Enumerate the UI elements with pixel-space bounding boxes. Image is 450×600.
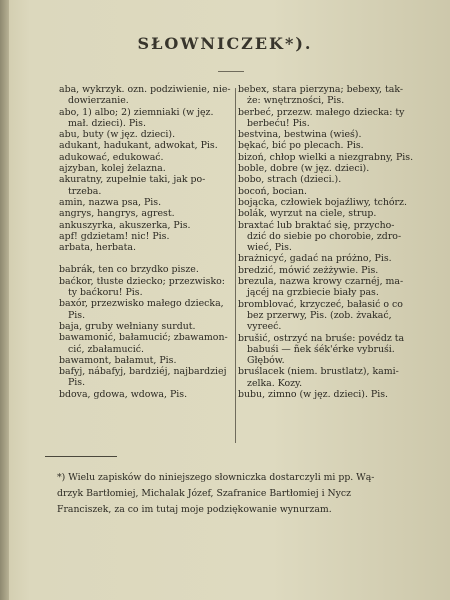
entry-line: bubu, zimno (w jęz. dzieci). Pis. <box>238 389 388 401</box>
entry-line: baxór, przezwisko małego dziecka, <box>59 298 224 310</box>
title-ornament-rule <box>218 71 244 72</box>
dictionary-entry <box>238 186 414 197</box>
footnote-line: *) Wielu zapisków do niniejszego słowniczka dostarczyli mi pp. Wą- <box>57 472 375 483</box>
footnote-rule <box>45 456 117 457</box>
entry-continuation-line: vyreeć. <box>247 321 282 333</box>
dictionary-entry <box>59 231 234 242</box>
dictionary-entry <box>59 174 234 197</box>
dictionary-entry <box>238 197 414 208</box>
entry-continuation-line: babuśi — ñek śék'érke vybruśi. <box>247 343 395 355</box>
dictionary-entry <box>59 332 234 355</box>
entry-line: bruślacek (niem. brustlatz), kami- <box>238 366 399 378</box>
dictionary-entry <box>59 298 234 321</box>
entry-continuation-line: Pis. <box>68 309 86 321</box>
dictionary-entry <box>238 129 414 140</box>
entry-line: adukować, edukować. <box>59 151 164 163</box>
entry-line: apf! gdzietam! nic! Pis. <box>59 230 170 242</box>
entry-line: ajzyban, kolej żelazna. <box>59 163 166 175</box>
dictionary-entry <box>238 265 414 276</box>
entry-line: brušić, ostrzyć na bruśe: povédz ta <box>238 332 405 344</box>
entry-line: bredzić, mówić zeżżywie. Pis. <box>238 264 379 276</box>
entry-continuation-line: mał. dzieci). Pis. <box>68 117 146 129</box>
dictionary-entry <box>59 220 234 231</box>
page-title: SŁOWNICZEK*). <box>137 34 313 53</box>
dictionary-entry <box>238 333 414 367</box>
entry-line: baćkor, tłuste dziecko; przezwisko: <box>59 275 225 287</box>
entry-line: angrys, hangrys, agrest. <box>59 208 175 220</box>
dictionary-entry <box>238 140 414 151</box>
entry-line: adukant, hadukant, adwokat, Pis. <box>59 140 218 152</box>
dictionary-entry <box>59 389 234 400</box>
entry-line: arbata, herbata. <box>59 242 136 254</box>
entry-line: boble, dobre (w jęz. dzieci). <box>238 163 370 175</box>
dictionary-entry <box>238 389 414 400</box>
dictionary-entry <box>59 321 234 332</box>
entry-line: bocoń, bocian. <box>238 185 308 197</box>
entry-continuation-line: Pis. <box>68 377 86 389</box>
entry-continuation-line: Głębów. <box>247 355 285 367</box>
dictionary-entry <box>238 84 414 107</box>
entry-line: akuratny, zupełnie taki, jak po- <box>59 174 206 186</box>
dictionary-entry <box>59 197 234 208</box>
dictionary-entry <box>238 152 414 163</box>
entry-line: bawamonić, bałamucić; zbawamon- <box>59 332 228 344</box>
entry-continuation-line: zelka. Kozy. <box>247 377 303 389</box>
entry-continuation-line: berbeću! Pis. <box>247 117 310 129</box>
book-gutter <box>0 0 9 600</box>
dictionary-entry <box>238 163 414 174</box>
entry-continuation-line: że: wnętrzności, Pis. <box>247 95 345 107</box>
dictionary-entry <box>238 253 414 264</box>
entry-continuation-line: jącéj na grzbiecie biały pas. <box>247 287 379 299</box>
entry-line: babrák, ten co brzydko pisze. <box>59 264 199 276</box>
dictionary-entry <box>59 140 234 151</box>
dictionary-entry <box>238 107 414 130</box>
entry-line: ankuszyrka, akuszerka, Pis. <box>59 219 191 231</box>
entry-continuation-line: trzeba. <box>68 185 102 197</box>
dictionary-entry <box>238 220 414 254</box>
footnote-line: Franciszek, za co im tutaj moje podziękowanie wynurzam. <box>57 504 332 515</box>
column-divider <box>235 88 236 443</box>
entry-line: bestvina, bestwina (wieś). <box>238 129 362 141</box>
entry-continuation-line: dzić do siebie po chorobie, zdro- <box>247 230 402 242</box>
entry-line: brażnicyć, gadać na próżno, Pis. <box>238 253 392 265</box>
dictionary-entry <box>59 355 234 366</box>
entry-line: abu, buty (w jęz. dzieci). <box>59 129 176 141</box>
dictionary-entry <box>238 276 414 299</box>
dictionary-entry <box>238 208 414 219</box>
entry-line: aba, wykrzyk. ozn. podziwienie, nie- <box>59 84 231 95</box>
entry-line: bolák, wyrzut na ciele, strup. <box>238 208 377 220</box>
dictionary-entry <box>59 152 234 163</box>
left-column <box>59 84 234 400</box>
entry-line: bizoń, chłop wielki a niezgrabny, Pis. <box>238 151 414 163</box>
entry-continuation-line: dowierzanie. <box>68 95 129 107</box>
dictionary-entry <box>59 107 234 130</box>
dictionary-entry <box>238 174 414 185</box>
dictionary-entry <box>59 163 234 174</box>
entry-line: bękać, bić po plecach. Pis. <box>238 140 364 152</box>
entry-line: berbeć, przezw. małego dziecka: ty <box>238 106 405 118</box>
right-column <box>238 84 414 400</box>
entry-line: baja, gruby wełniany surdut. <box>59 320 196 332</box>
dictionary-entry <box>59 366 234 389</box>
dictionary-entry <box>238 366 414 389</box>
dictionary-entry <box>59 84 234 107</box>
entry-line: bdova, gdowa, wdowa, Pis. <box>59 388 188 400</box>
entry-continuation-line: wieć, Pis. <box>247 242 292 254</box>
entry-continuation-line: ty baćkoru! Pis. <box>68 287 143 299</box>
entry-line: amin, nazwa psa, Pis. <box>59 196 162 208</box>
entry-continuation-line: bez przerwy, Pis. (zob. żvakać, <box>247 309 392 321</box>
dictionary-entry <box>59 129 234 140</box>
entry-line: bobo, strach (dzieci.). <box>238 174 342 186</box>
entry-line: braxtać lub braktać się, przycho- <box>238 219 395 231</box>
entry-line: bebex, stara pierzyna; bebexy, tak- <box>238 84 404 95</box>
entry-continuation-line: cić, zbałamucić. <box>68 343 145 355</box>
footnote <box>57 470 417 518</box>
entry-line: bafyj, nábafyj, bardziéj, najbardziej <box>59 366 227 378</box>
dictionary-entry <box>59 264 234 275</box>
dictionary-entry <box>59 208 234 219</box>
entry-line: bromblovać, krzyczeć, bałasić o co <box>238 298 403 310</box>
entry-line: abo, 1) albo; 2) ziemniaki (w jęz. <box>59 106 214 118</box>
entry-line: bawamont, bałamut, Pis. <box>59 354 177 366</box>
dictionary-entry <box>238 299 414 333</box>
dictionary-entry <box>59 242 234 253</box>
footnote-line: drzyk Bartłomiej, Michalak Józef, Szafranice Bartłomiej i Nycz <box>57 488 352 499</box>
entry-gap <box>59 253 234 264</box>
entry-line: bojącka, człowiek bojaźliwy, tchórz. <box>238 196 407 208</box>
dictionary-entry <box>59 276 234 299</box>
entry-line: brezula, nazwa krowy czarnéj, ma- <box>238 276 404 288</box>
